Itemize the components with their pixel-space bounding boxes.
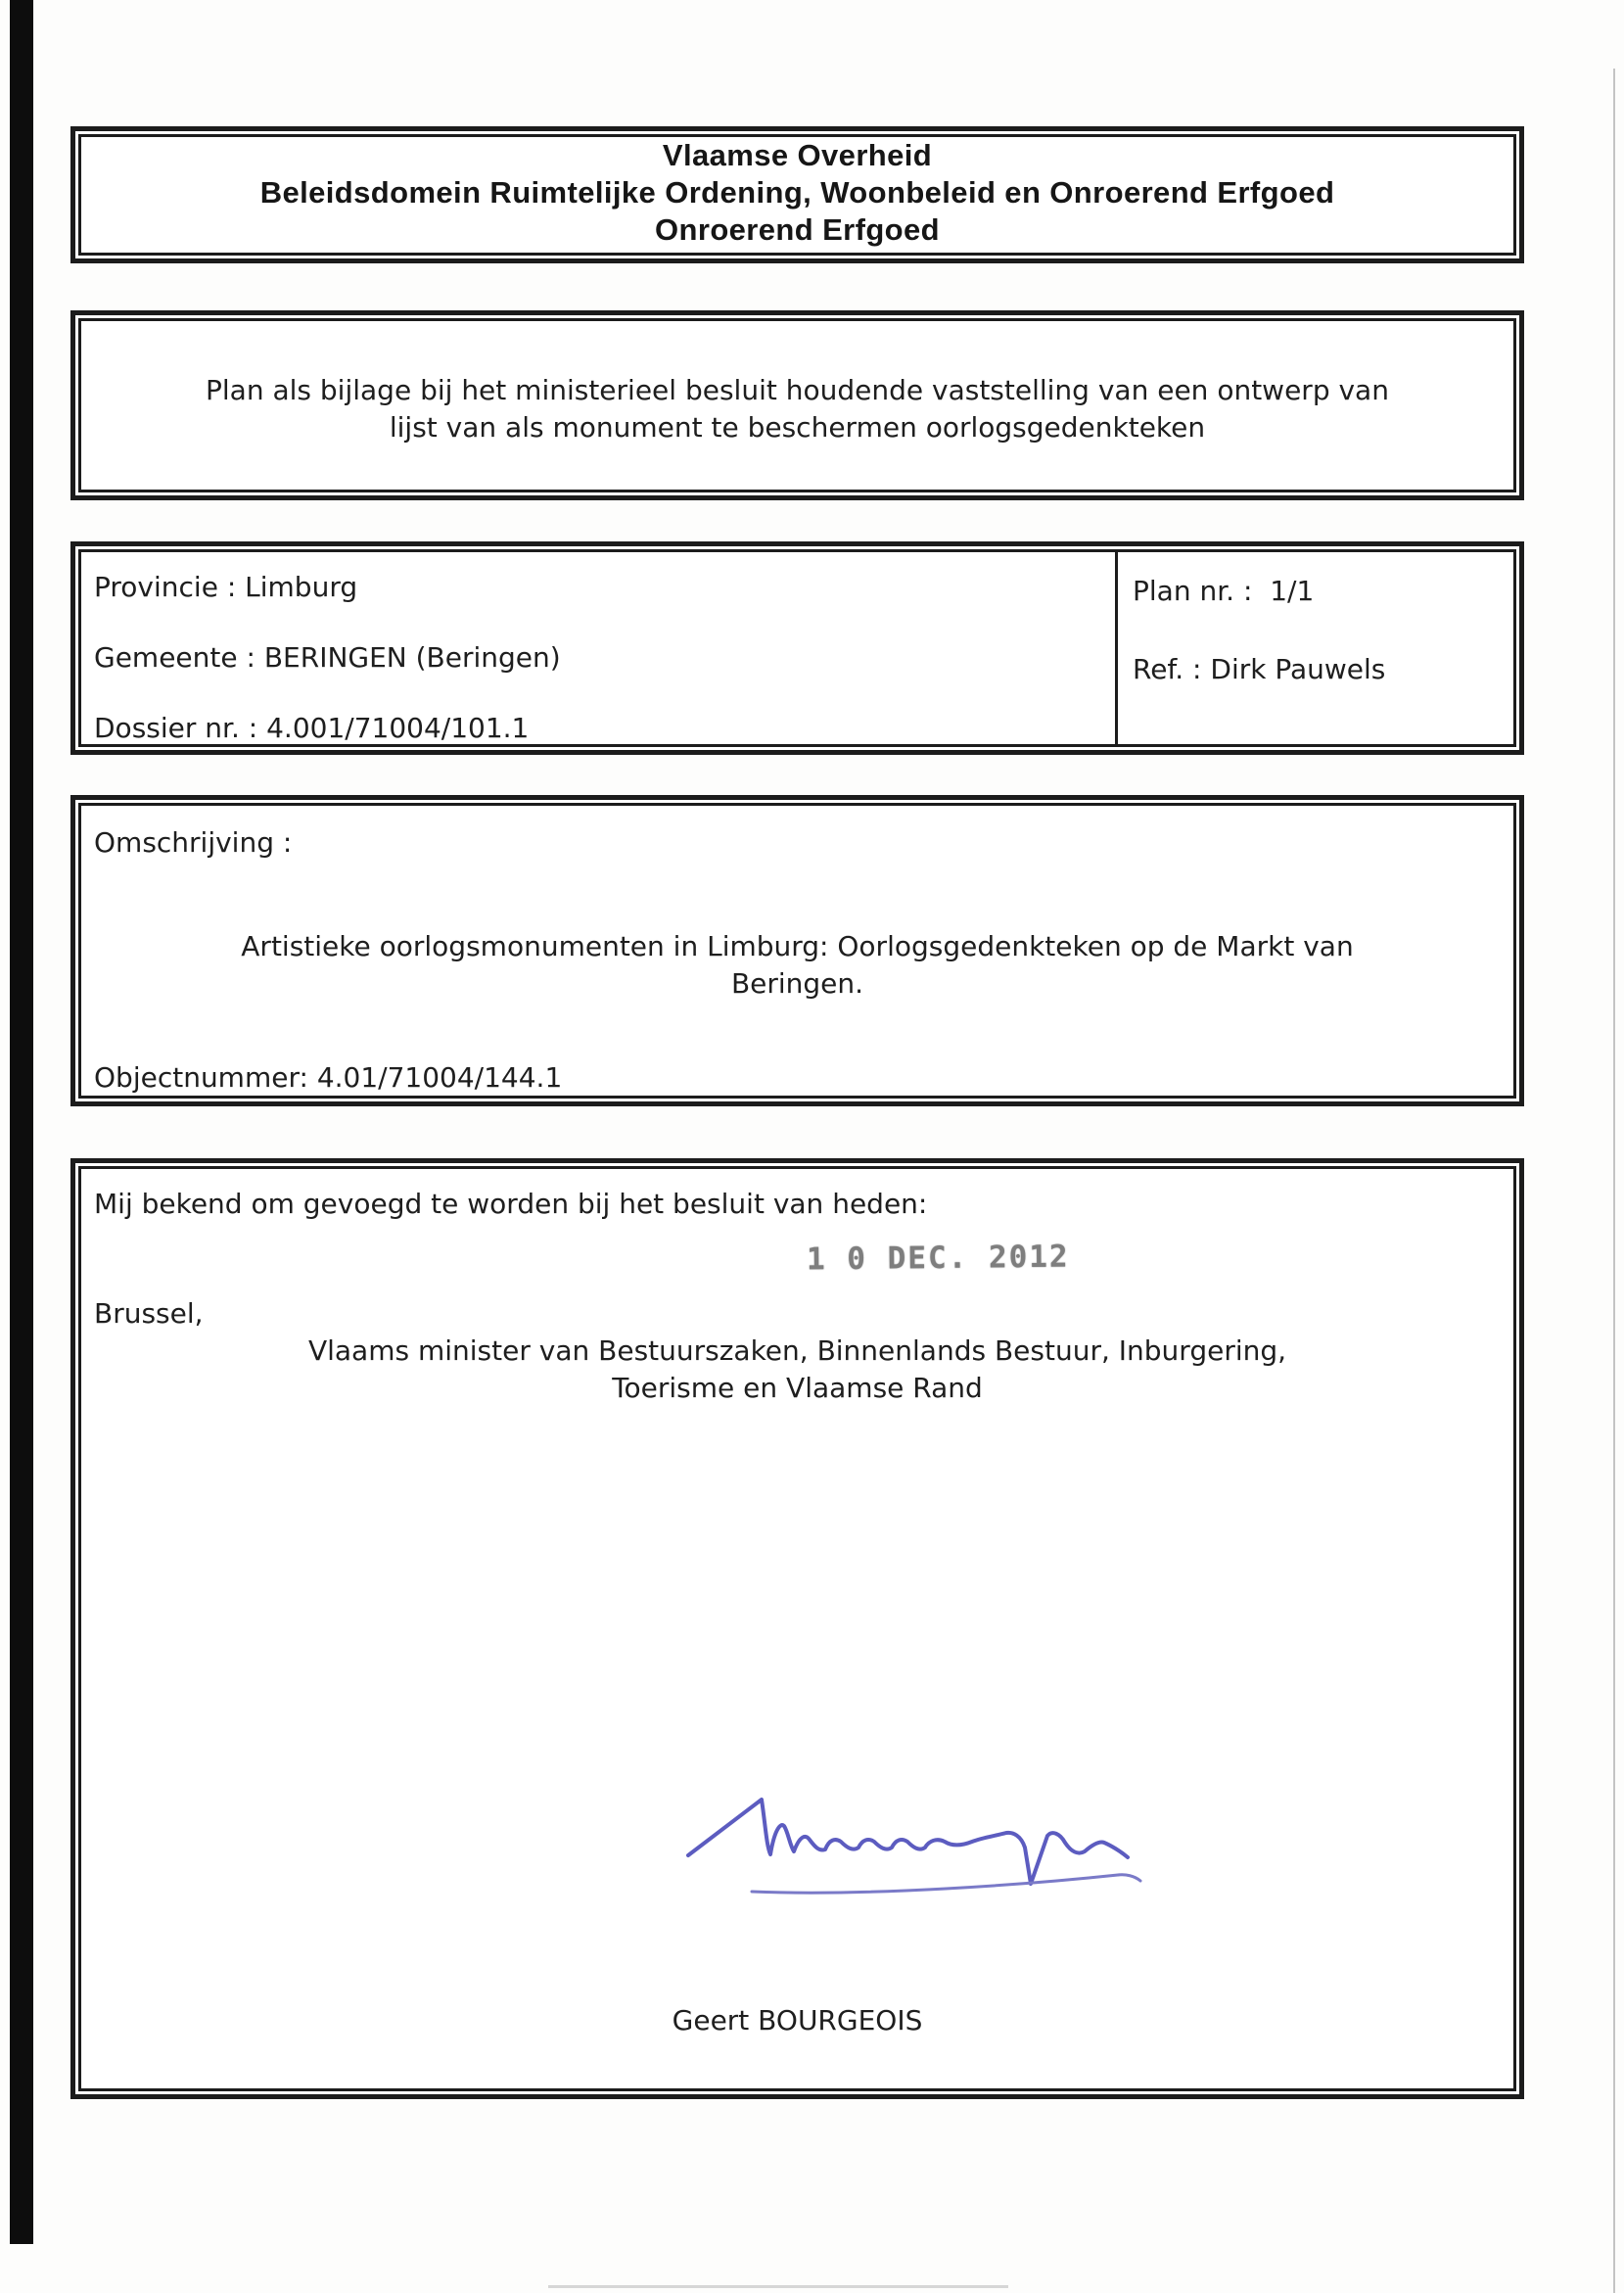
scan-artifact-left-bar <box>10 0 33 2244</box>
org-title-line1: Vlaamse Overheid <box>662 138 933 172</box>
scan-artifact-right-edge-line <box>1613 69 1615 2293</box>
province-field: Provincie : Limburg <box>94 571 358 603</box>
header-box <box>70 126 1524 263</box>
signatory-name: Geert BOURGEOIS <box>672 2004 923 2036</box>
object-number-field: Objectnummer: 4.01/71004/144.1 <box>94 1061 563 1094</box>
decree-intro-text: Mij bekend om gevoegd te worden bij het besluit van heden: <box>94 1188 928 1220</box>
date-stamp: 1 0 DEC. 2012 <box>806 1239 1070 1278</box>
info-box <box>70 541 1524 755</box>
reference-field: Ref. : Dirk Pauwels <box>1133 653 1386 685</box>
plan-statement-line2: lijst van als monument te beschermen oorlogsgedenkteken <box>389 411 1206 444</box>
municipality-field: Gemeente : BERINGEN (Beringen) <box>94 641 561 674</box>
signature-underline-stroke <box>752 1875 1140 1893</box>
description-label: Omschrijving : <box>94 826 293 859</box>
plan-statement-box <box>70 310 1524 500</box>
description-line1: Artistieke oorlogsmonumenten in Limburg: Oorlogsgedenkteken op de Markt van <box>241 930 1354 962</box>
minister-title-line1: Vlaams minister van Bestuurszaken, Binnenlands Bestuur, Inburgering, <box>307 1334 1287 1367</box>
scan-artifact-bottom-smudge <box>548 2285 1008 2288</box>
place-line: Brussel, <box>94 1297 204 1330</box>
dossier-number-field: Dossier nr. : 4.001/71004/101.1 <box>94 712 530 744</box>
info-box-column-divider <box>1115 549 1118 747</box>
plan-number-field: Plan nr. : 1/1 <box>1133 575 1315 607</box>
org-title-line2: Beleidsdomein Ruimtelijke Ordening, Woonbeleid en Onroerend Erfgoed <box>259 175 1335 210</box>
signature-stroke <box>688 1800 1128 1884</box>
description-line2: Beringen. <box>730 967 864 1000</box>
minister-title-line2: Toerisme en Vlaamse Rand <box>612 1372 983 1404</box>
signature <box>673 1787 1162 1914</box>
plan-statement-line1: Plan als bijlage bij het ministerieel besluit houdende vaststelling van een ontwerp van <box>206 374 1389 406</box>
decree-box <box>70 1158 1524 2099</box>
org-title-line3: Onroerend Erfgoed <box>655 212 940 247</box>
description-box <box>70 795 1524 1106</box>
